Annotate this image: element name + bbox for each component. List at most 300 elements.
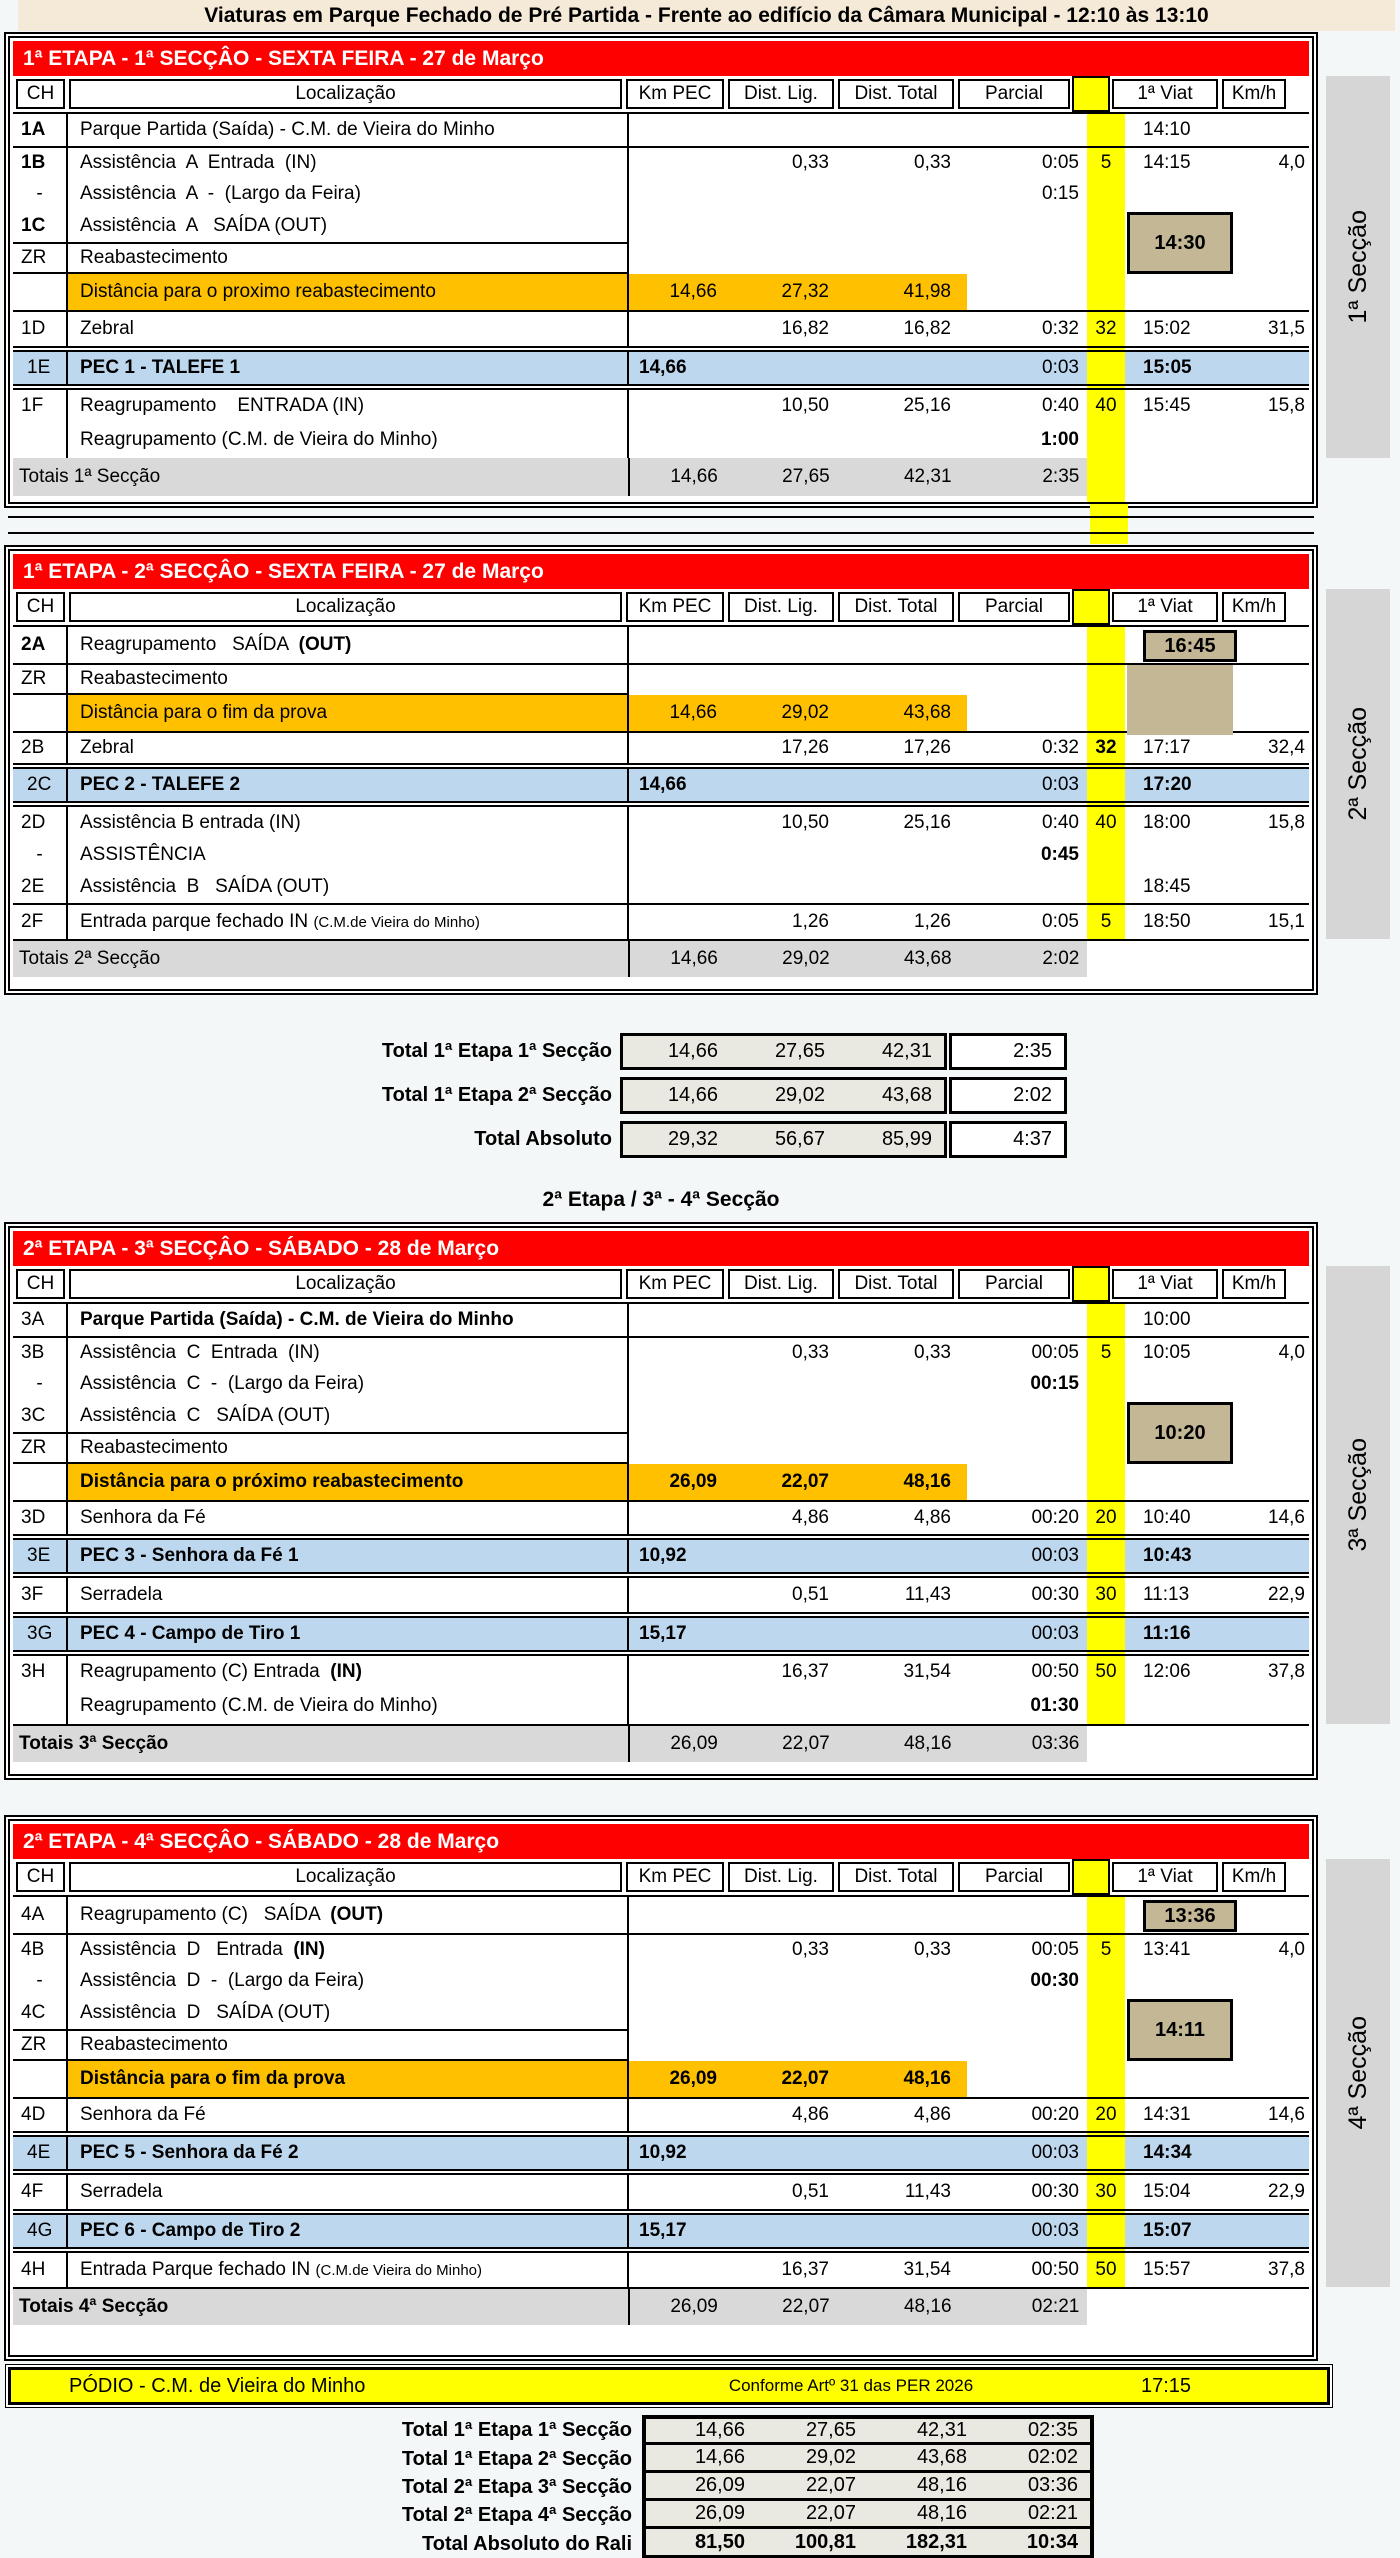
cell-first-car-time (1125, 352, 1237, 384)
totals-km: 26,09 (630, 2289, 734, 2325)
table-row (13, 2097, 1309, 2131)
location-text: Reabastecimento (80, 668, 228, 689)
final-total-label: Total 2ª Etapa 4ª Secção (401, 2503, 632, 2526)
cell-km-pec (629, 733, 733, 763)
table-row (13, 1400, 1309, 1432)
cell-parcial (967, 627, 1087, 663)
cell-dist-total (845, 422, 967, 458)
cell-first-car-time (1125, 1935, 1237, 1965)
cell-km-pec (629, 905, 733, 939)
cell-kmh: 4,0 (1278, 1342, 1305, 1363)
cell-minutes: 5 (1100, 1939, 1112, 1960)
cell-kmh (1237, 1400, 1309, 1432)
table-row (13, 231, 1309, 274)
cell-first-car-time (1125, 231, 1237, 274)
totals-lig: 22,07 (734, 2289, 846, 2325)
location-cell (68, 1432, 629, 1464)
section-gap (8, 504, 1314, 544)
ch-code (13, 422, 68, 458)
total-time-box: 2:35 (949, 1033, 1067, 1070)
cell-kmh (1237, 274, 1309, 310)
cell-dist-total (845, 2137, 967, 2169)
cell-minutes (1087, 210, 1125, 242)
first-car-time: 15:02 (1143, 318, 1191, 339)
cell-first-car-time (1125, 1540, 1237, 1572)
cell-dist-lig (733, 627, 845, 663)
location-cell (68, 627, 629, 663)
cell-km-pec (629, 242, 733, 274)
first-car-time: 15:45 (1143, 395, 1191, 416)
cell-first-car-time (1125, 905, 1237, 939)
location-text: PEC 6 - Campo de Tiro 2 (80, 2220, 301, 2241)
cell-km-pec (629, 2029, 733, 2061)
ch-code: 3H (13, 1656, 68, 1688)
cell-minutes (1087, 1997, 1125, 2029)
time-box: 14:30 (1127, 212, 1233, 274)
column-header-lig: Dist. Lig. (728, 79, 834, 109)
cell-minutes (1087, 627, 1125, 663)
cell-minutes (1087, 274, 1125, 310)
cell-dist-total: 48,16 (845, 2061, 967, 2097)
cell-parcial (967, 665, 1087, 695)
totals-par: 2:35 (968, 458, 1088, 496)
cell-dist-total (845, 1368, 967, 1400)
location-text: Distância para o fim da prova (80, 702, 328, 723)
table-row (13, 731, 1309, 763)
cell-km-pec (629, 178, 733, 210)
final-totals-table (8, 2415, 1400, 2558)
location-cell (68, 1400, 629, 1432)
final-total-row (8, 2501, 1400, 2529)
final-total-row (8, 2415, 1400, 2445)
location-cell (68, 1304, 629, 1336)
cell-kmh (1237, 1304, 1309, 1336)
location-cell (68, 422, 629, 458)
location-cell (68, 2137, 629, 2169)
cell-dist-total: 4,86 (914, 2104, 951, 2125)
location-text: Distância para o proximo reabastecimento (80, 281, 436, 302)
cell-kmh (1237, 1618, 1309, 1650)
section-3 (0, 1226, 1400, 1776)
cell-minutes (1087, 2137, 1125, 2169)
cell-min (1087, 458, 1125, 496)
column-header-tot: Dist. Total (838, 592, 954, 622)
cell-first-car-time (1125, 274, 1237, 310)
cell-minutes: 5 (1100, 911, 1112, 932)
table-row (13, 695, 1309, 731)
cell-km-pec (629, 1578, 733, 1612)
cell-dist-total: 4,86 (914, 1507, 951, 1528)
cell-kmh: 15,1 (1268, 911, 1305, 932)
column-header-ch: CH (16, 1269, 65, 1299)
final-total-lig: 29,02 (805, 2446, 856, 2468)
cell-dist-lig (733, 242, 845, 274)
total-lig: 56,67 (774, 1128, 825, 1150)
ch-code: 3G (13, 1618, 68, 1650)
cell-first-car-time (1125, 665, 1237, 695)
table-row (13, 1464, 1309, 1500)
cell-parcial (967, 1464, 1087, 1500)
ch-code: 1E (13, 352, 68, 384)
ch-code: ZR (13, 242, 68, 274)
cell-minutes (1087, 2215, 1125, 2247)
cell-parcial: 00:03 (967, 2137, 1087, 2169)
cell-parcial: 00:30 (1030, 1970, 1079, 1991)
page-title: Viaturas em Parque Fechado de Pré Partida - Frente ao edifício da Câmara Municipal - 12:10 às 13:10 (18, 0, 1395, 31)
cell-first-car-time (1125, 148, 1237, 178)
cell-parcial: 0:03 (967, 352, 1087, 384)
cell-minutes (1087, 422, 1125, 458)
location-text-small: (C.M.de Vieira do Minho) (313, 913, 480, 931)
first-car-time: 18:00 (1143, 812, 1191, 833)
table-row (13, 390, 1309, 422)
location-cell (68, 390, 629, 422)
total-values-box (620, 1033, 947, 1070)
cell-dist-lig: 22,07 (733, 1464, 845, 1500)
cell-km-pec (629, 1656, 733, 1688)
cell-dist-total (845, 1432, 967, 1464)
cell-kmh: 4,0 (1278, 152, 1305, 173)
ch-code: - (13, 178, 68, 210)
column-header-viat: 1ª Viat (1112, 1862, 1218, 1892)
location-cell (68, 769, 629, 801)
first-car-time: 17:20 (1143, 774, 1192, 795)
totals-label: Totais 4ª Secção (13, 2289, 630, 2325)
cell-kmh: 22,9 (1268, 1584, 1305, 1605)
pec-band (13, 1534, 1309, 1578)
location-cell (68, 2029, 629, 2061)
cell-dist-lig: 4,86 (792, 1507, 829, 1528)
cell-kmh (1237, 1897, 1309, 1933)
final-total-label: Total 1ª Etapa 2ª Secção (401, 2447, 632, 2470)
cell-kmh (1237, 352, 1309, 384)
location-text: Assistência A - (Largo da Feira) (80, 183, 361, 204)
side-label-text: 1ª Secção (1343, 210, 1372, 324)
cell-parcial: 00:30 (1031, 2181, 1079, 2202)
gap-line (8, 516, 1314, 518)
location-text: Reagrupamento ENTRADA (IN) (80, 395, 365, 416)
cell-dist-lig (733, 1997, 845, 2029)
cell-minutes: 40 (1095, 395, 1117, 416)
total-values-box (620, 1077, 947, 1114)
ch-code: 1C (13, 210, 68, 242)
location-text-small: (C.M.de Vieira do Minho) (315, 2261, 483, 2279)
cell-km-pec (629, 1997, 733, 2029)
location-text: Reagrupamento (C.M. de Vieira do Minho) (80, 1695, 438, 1716)
ch-code: 4H (13, 2253, 68, 2287)
cell-parcial: 00:05 (1031, 1939, 1079, 1960)
cell-parcial: 00:05 (1031, 1342, 1079, 1363)
cell-dist-lig (733, 178, 845, 210)
column-header-min (1072, 589, 1110, 625)
final-total-lig: 22,07 (805, 2502, 856, 2524)
totals-label: Totais 2ª Secção (13, 941, 630, 977)
section-4 (0, 1819, 1400, 2357)
table-row (13, 114, 1309, 146)
section-gap (8, 1776, 1314, 1814)
cell-kmh (1237, 2289, 1309, 2325)
yellow-stripe-gap (1090, 504, 1128, 544)
cell-parcial: 00:03 (967, 1540, 1087, 1572)
cell-min (1087, 941, 1125, 977)
location-cell (68, 2099, 629, 2131)
cell-dist-total: 17,26 (903, 737, 951, 758)
location-cell (68, 1368, 629, 1400)
cell-parcial (967, 242, 1087, 274)
cell-parcial: 00:03 (967, 2215, 1087, 2247)
column-header-ch: CH (16, 79, 65, 109)
table-row (13, 1965, 1309, 1997)
cell-minutes (1087, 1368, 1125, 1400)
final-total-km: 14,66 (694, 2419, 745, 2441)
first-car-time: 15:04 (1143, 2181, 1191, 2202)
column-header-min (1072, 1266, 1110, 1302)
cell-km-pec (629, 627, 733, 663)
cell-first-car-time (1125, 1897, 1237, 1933)
final-total-tot: 42,31 (916, 2419, 967, 2441)
cell-km-pec: 26,09 (629, 2061, 733, 2097)
total-label: Total 1ª Etapa 1ª Secção (381, 1040, 612, 1062)
total-km: 14,66 (667, 1084, 718, 1106)
cell-dist-lig (733, 1368, 845, 1400)
cell-dist-lig (733, 665, 845, 695)
cell-parcial: 00:03 (967, 1618, 1087, 1650)
ch-code (13, 1464, 68, 1500)
ch-code: 1D (13, 312, 68, 346)
table-row (13, 1500, 1309, 1534)
cell-km-pec (629, 312, 733, 346)
cell-kmh (1237, 422, 1309, 458)
first-car-time: 10:05 (1143, 1342, 1191, 1363)
location-cell (68, 352, 629, 384)
cell-first-car-time (1125, 178, 1237, 210)
cell-min (1087, 2289, 1125, 2325)
ch-code: 2F (13, 905, 68, 939)
totals-label: Totais 1ª Secção (13, 458, 630, 496)
cell-dist-lig (733, 769, 845, 801)
cell-kmh: 22,9 (1268, 2181, 1305, 2202)
table-row (13, 2175, 1309, 2209)
cell-dist-lig: 1,26 (792, 911, 829, 932)
cell-km-pec (629, 1897, 733, 1933)
cell-kmh (1237, 2029, 1309, 2061)
final-total-label: Total 2ª Etapa 3ª Secção (401, 2475, 632, 2498)
cell-dist-lig: 27,32 (733, 274, 845, 310)
table-row (13, 1336, 1309, 1368)
cell-km-pec (629, 210, 733, 242)
ch-code (13, 274, 68, 310)
etapa1-sections (0, 36, 1400, 991)
cell-dist-total (845, 114, 967, 146)
cell-dist-total: 31,54 (903, 1661, 951, 1682)
cell-km-pec (629, 807, 733, 839)
column-header-loc: Localização (69, 79, 622, 109)
final-total-par: 02:35 (1027, 2419, 1078, 2441)
column-header-par: Parcial (958, 1269, 1070, 1299)
cell-dist-lig: 16,37 (781, 1661, 829, 1682)
cell-dist-lig (733, 1965, 845, 1997)
cell-kmh (1237, 871, 1309, 903)
cell-parcial (967, 871, 1087, 903)
cell-first-car-time (1125, 2137, 1237, 2169)
podio-location: PÓDIO - C.M. de Vieira do Minho (69, 2374, 366, 2397)
column-header-row (13, 1859, 1309, 1897)
cell-dist-lig: 0,51 (792, 2181, 829, 2202)
etapa1-total-row (8, 1077, 1400, 1114)
cell-dist-total: 1,26 (914, 911, 951, 932)
ch-code: 4C (13, 1997, 68, 2029)
table-row (13, 350, 1309, 386)
cell-kmh (1237, 458, 1309, 496)
table-row (13, 1538, 1309, 1574)
cell-dist-total (845, 1965, 967, 1997)
totals-lig: 29,02 (734, 941, 846, 977)
cell-dist-lig (733, 2137, 845, 2169)
location-cell (68, 1502, 629, 1534)
cell-dist-lig: 16,82 (781, 318, 829, 339)
cell-dist-total: 16,82 (903, 318, 951, 339)
location-text: Assistência C Entrada (IN) (80, 1342, 320, 1363)
cell-first-car-time (1125, 1304, 1237, 1336)
location-text-bold: (OUT) (330, 1904, 384, 1925)
cell-dist-total (845, 1688, 967, 1724)
cell-dist-total: 25,16 (903, 395, 951, 416)
time-box: 10:20 (1127, 1402, 1233, 1464)
cell-dist-total (845, 210, 967, 242)
table-row (13, 1997, 1309, 2029)
cell-kmh (1237, 1432, 1309, 1464)
first-car-time: 10:40 (1143, 1507, 1191, 1528)
section-side-label (1326, 1266, 1390, 1724)
cell-dist-total: 31,54 (903, 2259, 951, 2280)
table-row (13, 178, 1309, 210)
location-cell (68, 2253, 629, 2287)
cell-parcial (967, 1432, 1087, 1464)
cell-kmh: 31,5 (1268, 318, 1305, 339)
cell-parcial: 0:05 (1042, 152, 1079, 173)
location-text: Assistência C SAÍDA (OUT) (80, 1405, 331, 1426)
cell-dist-lig: 0,51 (792, 1584, 829, 1605)
location-cell (68, 242, 629, 274)
cell-minutes (1087, 2061, 1125, 2097)
cell-minutes (1087, 1618, 1125, 1650)
totals-label: Totais 3ª Secção (13, 1726, 630, 1762)
ch-code: 4F (13, 2175, 68, 2209)
table-row (13, 1656, 1309, 1688)
cell-kmh (1237, 695, 1309, 731)
cell-km-pec (629, 839, 733, 871)
ch-code (13, 1688, 68, 1724)
cell-first-car-time (1125, 1464, 1237, 1500)
location-cell (68, 148, 629, 178)
cell-minutes (1087, 839, 1125, 871)
cell-dist-lig (733, 210, 845, 242)
pec-band (13, 1612, 1309, 1656)
table-row (13, 871, 1309, 903)
column-header-ch: CH (16, 1862, 65, 1892)
cell-kmh (1237, 769, 1309, 801)
location-cell (68, 1464, 629, 1500)
location-text: Assistência B SAÍDA (OUT) (80, 876, 330, 897)
cell-kmh (1237, 1688, 1309, 1724)
cell-dist-lig (733, 1400, 845, 1432)
totals-par: 03:36 (968, 1726, 1088, 1762)
cell-dist-total: 0,33 (914, 1342, 951, 1363)
cell-first-car-time (1125, 422, 1237, 458)
cell-parcial (967, 2061, 1087, 2097)
cell-parcial (967, 1997, 1087, 2029)
total-tot: 43,68 (881, 1084, 932, 1106)
cell-minutes: 5 (1100, 152, 1112, 173)
pec-band (13, 346, 1309, 390)
cell-dist-lig: 0,33 (792, 1342, 829, 1363)
table-row (13, 2287, 1309, 2325)
cell-dist-total: 11,43 (904, 1584, 951, 1605)
cell-first-car-time (1125, 1368, 1237, 1400)
cell-parcial: 0:32 (1042, 737, 1079, 758)
final-total-par: 10:34 (1026, 2530, 1078, 2553)
location-cell (68, 312, 629, 346)
cell-parcial: 0:15 (1042, 183, 1079, 204)
table-row (13, 210, 1309, 242)
cell-minutes (1087, 1897, 1125, 1933)
cell-first-car-time (1125, 312, 1237, 346)
column-header-km: Km PEC (626, 1862, 724, 1892)
final-total-par: 02:02 (1027, 2446, 1078, 2468)
totals-par: 2:02 (968, 941, 1088, 977)
final-total-tot: 182,31 (905, 2530, 967, 2553)
totals-tot: 48,16 (846, 1726, 968, 1762)
column-header-viat: 1ª Viat (1112, 79, 1218, 109)
location-cell (68, 1338, 629, 1368)
section-side-label (1326, 76, 1390, 458)
cell-minutes (1087, 2029, 1125, 2061)
cell-first-car-time (1125, 114, 1237, 146)
totals-km: 26,09 (630, 1726, 734, 1762)
cell-km-pec (629, 1338, 733, 1368)
cell-dist-total (845, 665, 967, 695)
cell-km-pec (629, 665, 733, 695)
column-header-tot: Dist. Total (838, 79, 954, 109)
ch-code: 4A (13, 1897, 68, 1933)
location-text: PEC 5 - Senhora da Fé 2 (80, 2142, 299, 2163)
table-row (13, 2018, 1309, 2061)
cell-first-car-time (1125, 1421, 1237, 1464)
final-total-km: 14,66 (694, 2446, 745, 2468)
cell-first-car-time (1125, 2215, 1237, 2247)
section-header: 1ª ETAPA - 2ª SECÇÂO - SEXTA FEIRA - 27 de Março (13, 554, 1309, 589)
table-row (13, 1616, 1309, 1652)
cell-minutes: 20 (1095, 2104, 1117, 2125)
cell-first-car-time (1125, 1502, 1237, 1534)
location-cell (68, 1688, 629, 1724)
column-header-lig: Dist. Lig. (728, 592, 834, 622)
side-label-text: 4ª Secção (1343, 2016, 1372, 2130)
totals-tot: 43,68 (846, 941, 968, 977)
location-text: Entrada parque fechado IN (80, 911, 314, 932)
total-lig: 27,65 (774, 1040, 825, 1062)
cell-kmh (1237, 2137, 1309, 2169)
pec-band (13, 2131, 1309, 2175)
location-text: ASSISTÊNCIA (80, 844, 206, 865)
cell-parcial (967, 2029, 1087, 2061)
cell-minutes (1087, 178, 1125, 210)
cell-dist-lig (733, 1688, 845, 1724)
location-text: Assistência D SAÍDA (OUT) (80, 2002, 331, 2023)
location-cell (68, 1540, 629, 1572)
column-header-par: Parcial (958, 1862, 1070, 1892)
table-row (13, 627, 1309, 663)
